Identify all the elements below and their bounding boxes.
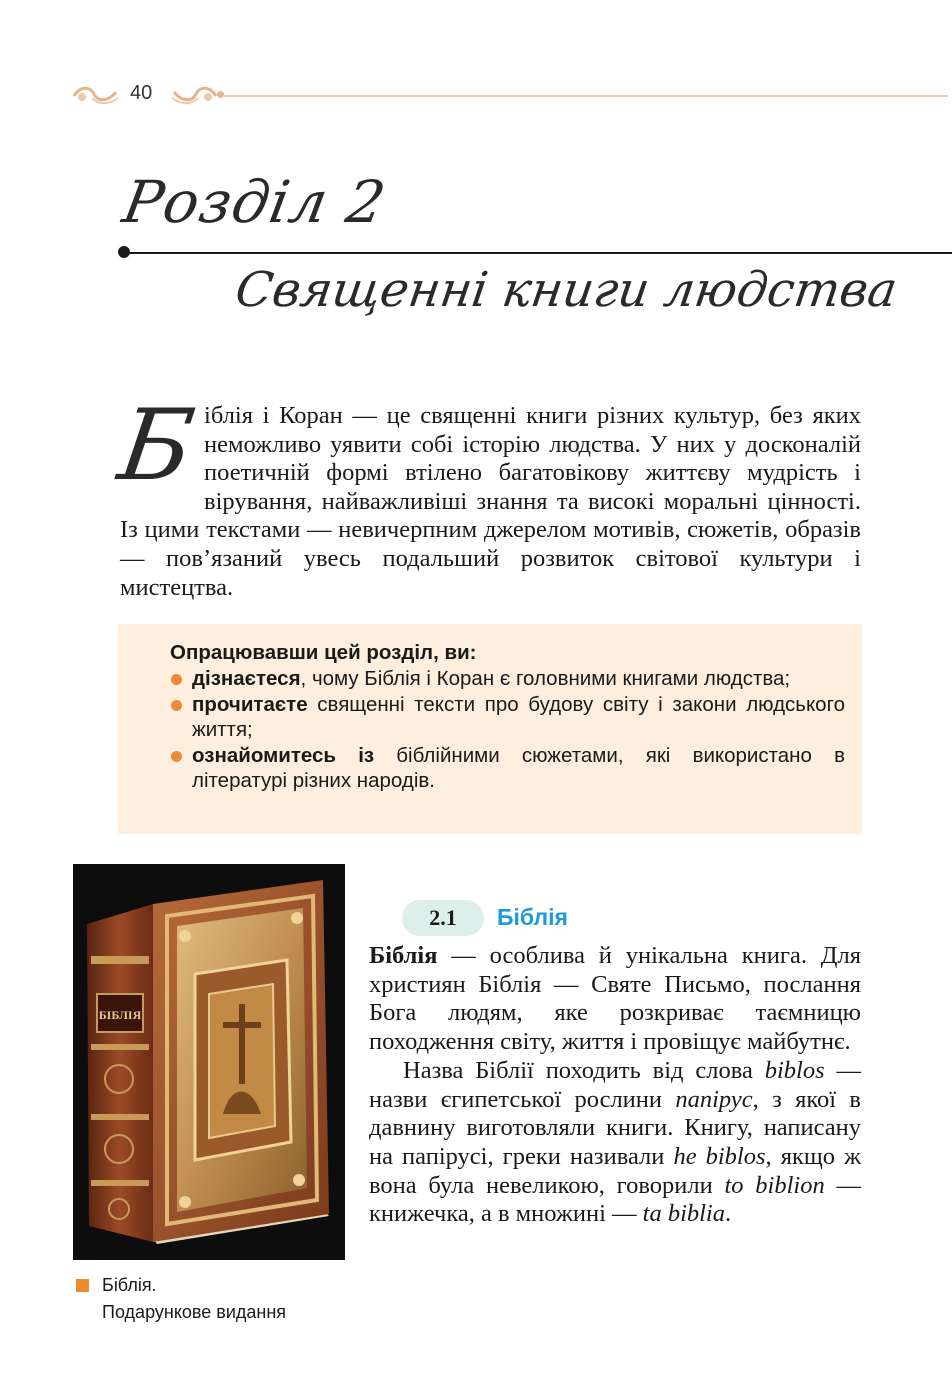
goals-heading: Опрацювавши цей розділ, ви:: [170, 641, 477, 664]
paragraph-text: Назва Біблії походить від слова: [403, 1056, 765, 1084]
chapter-rule: [124, 252, 952, 254]
term-italic: папірус: [675, 1085, 753, 1113]
page-number: 40: [130, 82, 153, 104]
chapter-label: Розділ 2: [118, 168, 392, 236]
list-item: [170, 743, 845, 794]
paragraph-text: — особлива й унікальна книга. Для християн Біблія — Святе Письмо, послання Бога людям, яке розкриває таємницю походження світу, життя і провіщує майбутнє.: [369, 942, 861, 1056]
caption-line: Біблія.: [102, 1275, 157, 1295]
intro-paragraph: [112, 389, 861, 602]
paragraph-text: — книжечка, а в множині —: [369, 1171, 861, 1228]
bible-book-illustration: [73, 864, 345, 1260]
chapter-title: Священні книги людства: [232, 262, 901, 318]
left-ornament-icon: [72, 80, 120, 110]
paragraph-text: .: [725, 1200, 732, 1228]
section-number-badge: 2.1: [402, 900, 484, 936]
chapter-goals-box: [118, 624, 862, 834]
bullet-icon: [171, 674, 182, 685]
section-title: Біблія: [497, 904, 568, 930]
goals-list: [170, 666, 845, 794]
header-rule: [222, 95, 948, 97]
term-italic: ta biblia: [642, 1200, 725, 1228]
right-ornament-icon: [170, 80, 218, 110]
caption-line: Подарункове видання: [102, 1302, 287, 1322]
goal-keyword: дізнаєтеся: [192, 667, 301, 690]
paragraph: [369, 1057, 861, 1229]
list-item: [170, 692, 845, 743]
spine-label: БІБЛІЯ: [98, 1008, 142, 1022]
caption-marker-icon: [76, 1279, 89, 1292]
term-italic: he biblos: [673, 1142, 766, 1170]
term-italic: to biblion: [724, 1171, 825, 1199]
goal-text: священні тексти про будову світу і закони людського життя;: [192, 692, 845, 741]
image-caption: [102, 1272, 286, 1326]
paragraph-text: , з якої в давнину виготовляли книги. Книгу, написану на папірусі, греки називали: [369, 1085, 861, 1170]
drop-cap: Б: [112, 389, 201, 503]
paragraph: [369, 942, 861, 1057]
bible-image: [73, 864, 345, 1260]
paragraph-text: , якщо ж вона була невеликою, говорили: [369, 1142, 861, 1199]
term-italic: biblos: [764, 1056, 825, 1084]
goal-keyword: ознайомитесь із: [192, 743, 375, 767]
page-header: [72, 78, 952, 112]
paragraph-text: — назви єгипетської рослини: [369, 1056, 861, 1113]
intro-text: іблія і Коран — це священні книги різних культур, без яких неможливо уявити собі історію людства. У них у досконалій поетичній формі втілено багатовікову життєву мудрість і вірування, найважливіші знання та високі моральні цінності. Із цими текстами — невичерпним джерелом мотивів, сюжетів, образів — пов’язаний увесь подальший розвиток світової культури і мистецтва.: [120, 402, 861, 601]
bullet-icon: [171, 751, 182, 762]
bullet-icon: [171, 700, 182, 711]
section-body: [369, 942, 861, 1229]
goal-text: біблійними сюжетами, які використано в літературі різних народів.: [192, 743, 845, 792]
goal-text: , чому Біблія і Коран є головними книгами людства;: [300, 667, 791, 690]
list-item: [170, 666, 845, 692]
goal-keyword: прочитаєте: [192, 692, 308, 716]
term-bold: Біблія: [369, 942, 438, 969]
